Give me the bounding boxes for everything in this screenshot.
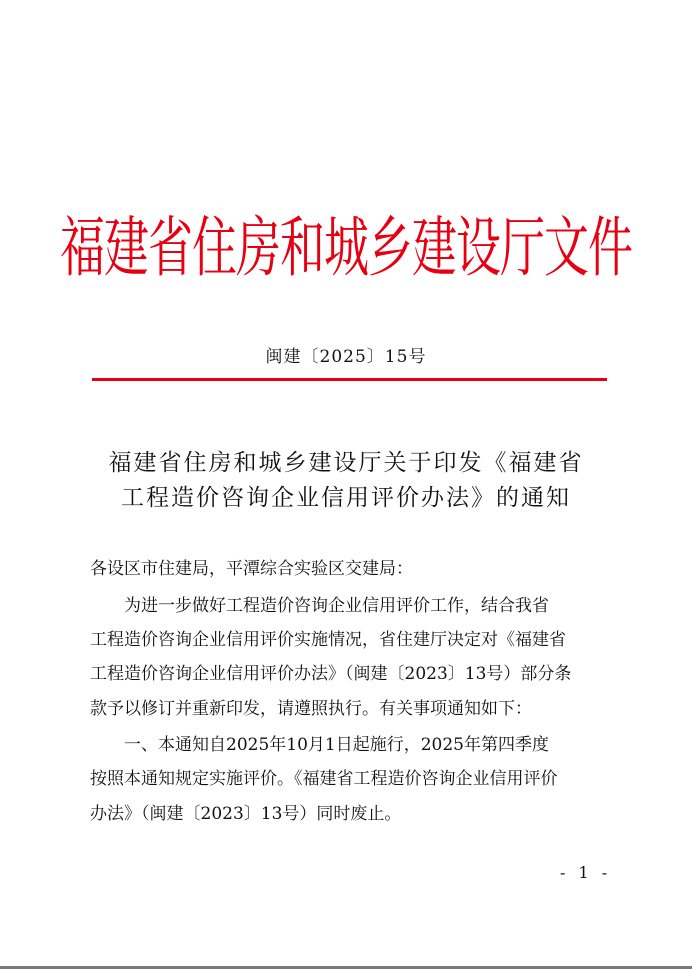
page-number: - 1 - [560, 863, 612, 882]
salutation: 各设区市住建局，平潭综合实验区交建局： [90, 559, 413, 579]
body-line: 工程造价咨询企业信用评价实施情况，省住建厅决定对《福建省 [90, 630, 566, 650]
notice-title-line-2: 工程造价咨询企业信用评价办法》的通知 [121, 485, 571, 511]
body-line: 工程造价咨询企业信用评价办法》（闽建〔2023〕13号）部分条 [90, 664, 572, 684]
notice-title-line-1: 福建省住房和城乡建设厅关于印发《福建省 [108, 450, 584, 476]
document-number: 闽建〔2025〕15号 [265, 347, 427, 367]
body-line: 按照本通知规定实施评价。《福建省工程造价咨询企业信用评价 [90, 769, 558, 789]
body-line: 办法》（闽建〔2023〕13号）同时废止。 [90, 804, 402, 824]
red-divider-line [92, 378, 607, 381]
masthead-title: 福建省住房和城乡建设厅文件 [60, 208, 633, 286]
body-line: 一、本通知自2025年10月1日起施行，2025年第四季度 [90, 735, 549, 755]
body-line: 为进一步做好工程造价咨询企业信用评价工作，结合我省 [90, 596, 549, 616]
body-line: 款予以修订并重新印发，请遵照执行。有关事项通知如下： [90, 699, 532, 719]
